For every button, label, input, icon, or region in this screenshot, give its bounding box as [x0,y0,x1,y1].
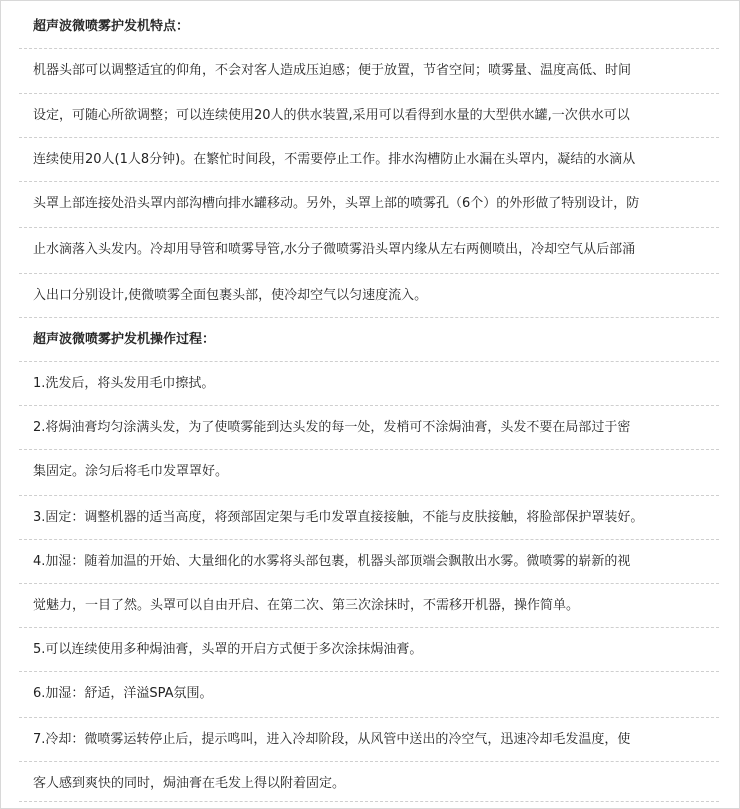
process-line-5 [19,540,719,584]
process-line-3-text: 集固定。涂匀后将毛巾发罩罩好。 [33,464,229,479]
features-line-6-text: 入出口分别设计,使微喷雾全面包裹头部，使冷却空气以匀速度流入。 [33,288,428,303]
process-line-2-text: 2.将焗油膏均匀涂满头发，为了使喷雾能到达头发的每一处，发梢可不涂焗油膏，头发不要在局部过于密 [33,420,631,435]
process-line-6-text: 觉魅力，一目了然。头罩可以自由开启、在第二次、第三次涂抹时，不需移开机器，操作简单。 [33,598,580,613]
process-line-9-text: 7.冷却：微喷雾运转停止后，提示鸣叫，进入冷却阶段，从风管中送出的冷空气，迅速冷却毛发温度，使 [33,732,631,747]
features-line-4-text: 头罩上部连接处沿头罩内部沟槽向排水罐移动。另外，头罩上部的喷雾孔（6个）的外形做了特别设计，防 [33,196,640,211]
features-line-2 [19,94,719,138]
features-line-5 [19,228,719,274]
features-line-4 [19,182,719,228]
process-line-6 [19,584,719,628]
features-line-2-text: 设定，可随心所欲调整；可以连续使用20人的供水装置,采用可以看得到水量的大型供水罐,一次供水可以 [33,108,630,123]
features-line-6 [19,274,719,318]
features-line-1-text: 机器头部可以调整适宜的仰角，不会对客人造成压迫感；便于放置，节省空间；喷雾量、温度高低、时间 [33,63,632,78]
process-heading-text: 超声波微喷雾护发机操作过程： [33,332,216,347]
process-line-1-text: 1.洗发后，将头发用毛巾擦拭。 [33,376,215,391]
process-line-7-text: 5.可以连续使用多种焗油膏，头罩的开启方式便于多次涂抹焗油膏。 [33,642,423,657]
process-line-10-text: 客人感到爽快的同时，焗油膏在毛发上得以附着固定。 [33,776,346,791]
features-line-3-text: 连续使用20人(1人8分钟)。在繁忙时间段，不需要停止工作。排水沟槽防止水漏在头罩内，凝结的水滴从 [33,152,636,167]
process-line-8 [19,672,719,718]
process-line-4 [19,496,719,540]
process-line-9 [19,718,719,762]
process-line-7 [19,628,719,672]
process-line-4-text: 3.固定：调整机器的适当高度，将颈部固定架与毛巾发罩直接接触，不能与皮肤接触，将脸部保护罩装好。 [33,510,644,525]
process-line-5-text: 4.加湿：随着加温的开始、大量细化的水雾将头部包裹，机器头部顶端会飘散出水雾。微喷雾的崭新的视 [33,554,631,569]
process-heading [19,318,719,362]
process-line-8-text: 6.加湿：舒适，洋溢SPA氛围。 [33,686,213,701]
features-line-5-text: 止水滴落入头发内。冷却用导管和喷雾导管,水分子微喷雾沿头罩内缘从左右两侧喷出，冷却空气从后部涌 [33,242,636,257]
features-line-3 [19,138,719,182]
process-line-10 [19,762,719,802]
process-line-1 [19,362,719,406]
features-heading [19,7,719,49]
features-line-1 [19,49,719,94]
features-heading-text: 超声波微喷雾护发机特点： [33,19,190,34]
process-line-2 [19,406,719,450]
process-line-3 [19,450,719,496]
